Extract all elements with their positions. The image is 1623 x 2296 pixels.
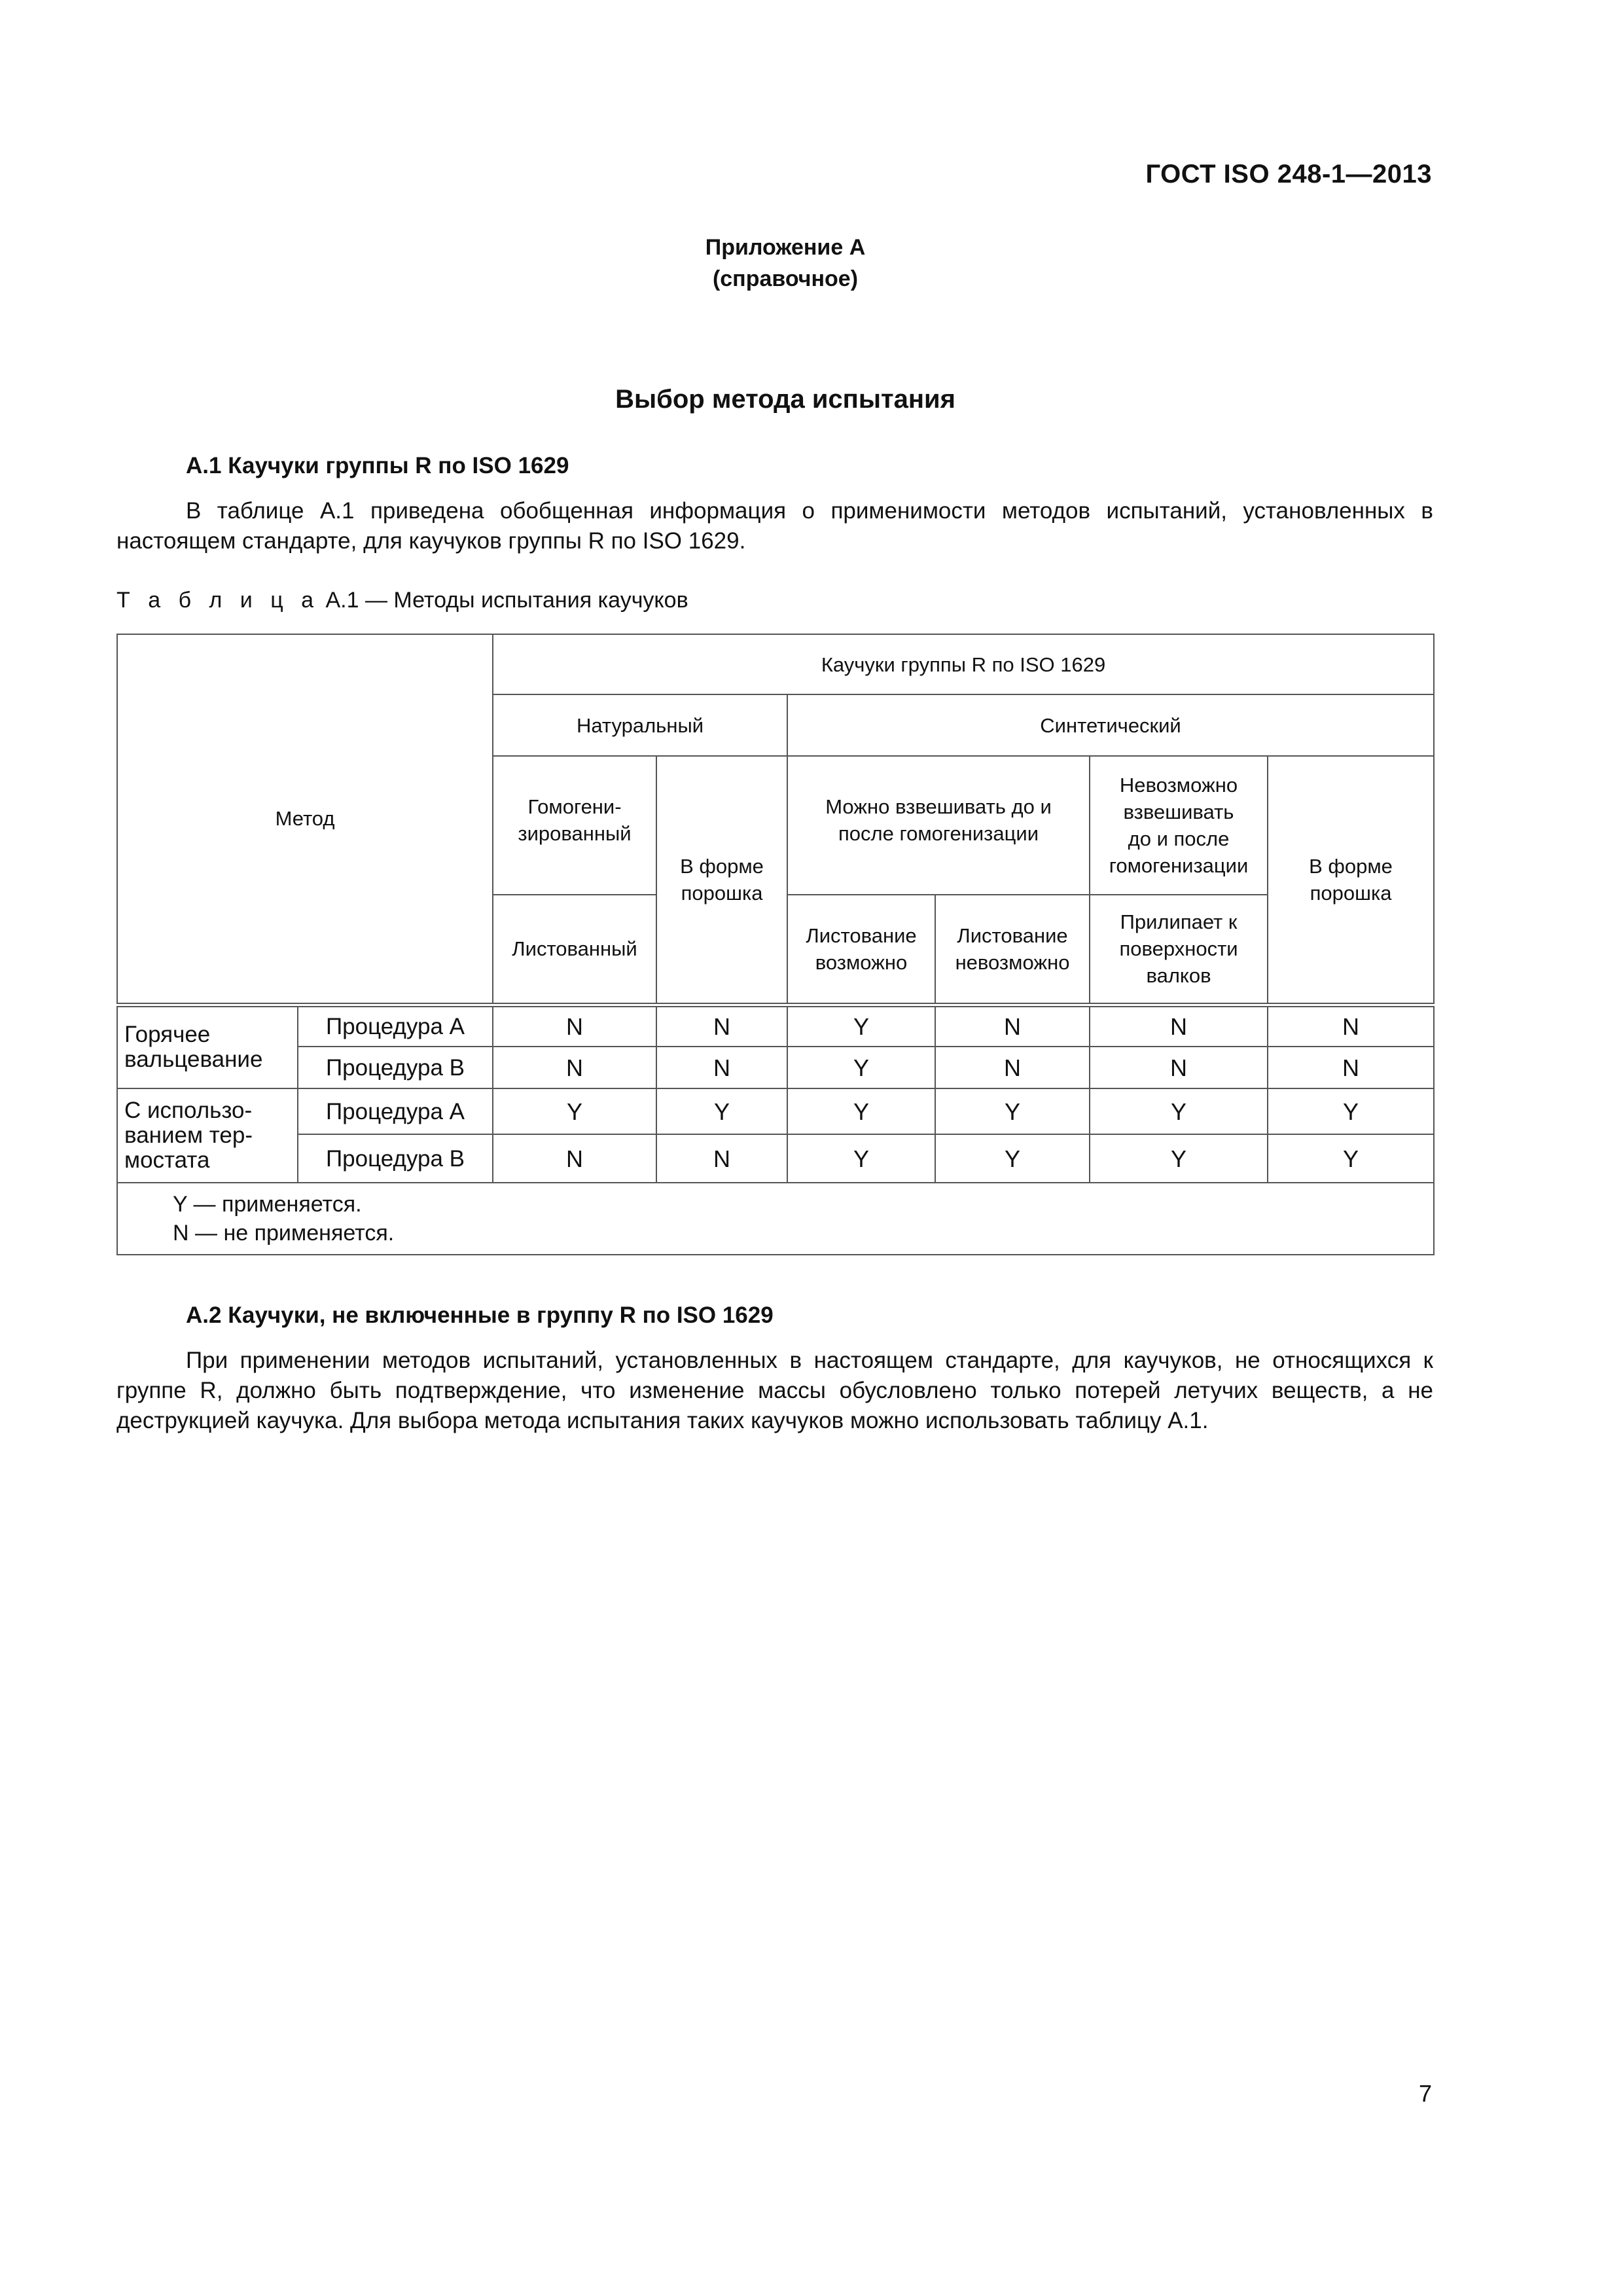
value-cell: N [1090,1005,1268,1047]
value-cell: N [493,1134,656,1183]
value-cell: N [493,1047,656,1088]
value-cell: Y [787,1088,935,1134]
table-notes-row [117,1183,1434,1255]
header-sheeted: Листованный [493,895,656,1005]
header-powder-natural: В форме порошка [656,756,787,1005]
methods-table [116,634,1435,1255]
value-cell: Y [787,1047,935,1088]
table-caption-prefix: Т а б л и ц а [116,588,320,613]
table-row [117,1005,1434,1047]
section-a1-heading: А.1 Каучуки группы R по ISO 1629 [186,453,569,478]
value-cell: Y [787,1134,935,1183]
value-cell: N [1090,1047,1268,1088]
note-no: N — не применяется. [173,1221,395,1246]
group-hot-milling: Горячее вальцевание [117,1005,298,1088]
section-a2-heading: А.2 Каучуки, не включенные в группу R по ISO 1629 [186,1302,774,1328]
section-a2-paragraph [116,1346,1433,1436]
procedure-cell: Процедура А [298,1005,493,1047]
value-cell: N [1268,1047,1434,1088]
table-row [117,1047,1434,1088]
table-row [117,1088,1434,1134]
header-method: Метод [117,634,493,1005]
header-powder-synthetic: В форме порошка [1268,756,1434,1005]
value-cell: Y [935,1088,1090,1134]
header-sheeting-impossible: Листование невозможно [935,895,1090,1005]
value-cell: Y [493,1088,656,1134]
table-notes [117,1183,1434,1255]
table-row [117,1134,1434,1183]
header-homogenized: Гомогени- зированный [493,756,656,895]
header-rubber-group: Каучуки группы R по ISO 1629 [493,634,1434,694]
header-natural: Натуральный [493,694,787,756]
value-cell: N [935,1047,1090,1088]
section-a1-paragraph [116,496,1433,556]
procedure-cell: Процедура В [298,1134,493,1183]
annex-subtitle: (справочное) [712,266,859,291]
header-sticks-to-rolls: Прилипает к поверхности валков [1090,895,1268,1005]
value-cell: N [656,1134,787,1183]
value-cell: N [935,1005,1090,1047]
value-cell: N [656,1047,787,1088]
header-weighable: Можно взвешивать до и после гомогенизации [787,756,1090,895]
annex-title: Приложение А [705,235,866,260]
value-cell: Y [1268,1134,1434,1183]
group-thermostat: С использо- ванием тер- мостата [117,1088,298,1183]
value-cell: Y [1268,1088,1434,1134]
value-cell: Y [935,1134,1090,1183]
value-cell: Y [1090,1134,1268,1183]
section-a2-text: При применении методов испытаний, установленных в настоящем стандарте, для каучуков, не относящихся к группе R, должно быть подтверждение, что изменение массы обусловлено только потерей летучих веществ, а не деструкцией каучука. Для выбора метода испытания таких каучуков можно использовать таблицу А.1. [116,1348,1433,1433]
value-cell: Y [787,1005,935,1047]
header-synthetic: Синтетический [787,694,1434,756]
note-yes: Y — применяется. [173,1192,362,1217]
header-sheeting-possible: Листование возможно [787,895,935,1005]
standard-id-header: ГОСТ ISO 248-1—2013 [1145,160,1432,188]
value-cell: N [1268,1005,1434,1047]
value-cell: Y [656,1088,787,1134]
annex-main-title: Выбор метода испытания [615,385,955,414]
value-cell: N [493,1005,656,1047]
page-number: 7 [1418,2080,1432,2107]
section-a1-text: В таблице А.1 приведена обобщенная информация о применимости методов испытаний, установленных в настоящем стандарте, для каучуков группы R по ISO 1629. [116,498,1433,554]
annex-heading [0,232,1571,295]
table-caption-text: А.1 — Методы испытания каучуков [319,588,688,613]
value-cell: Y [1090,1088,1268,1134]
value-cell: N [656,1005,787,1047]
header-not-weighable: Невозможно взвешивать до и после гомогенизации [1090,756,1268,895]
procedure-cell: Процедура В [298,1047,493,1088]
table-caption [116,588,688,613]
procedure-cell: Процедура А [298,1088,493,1134]
